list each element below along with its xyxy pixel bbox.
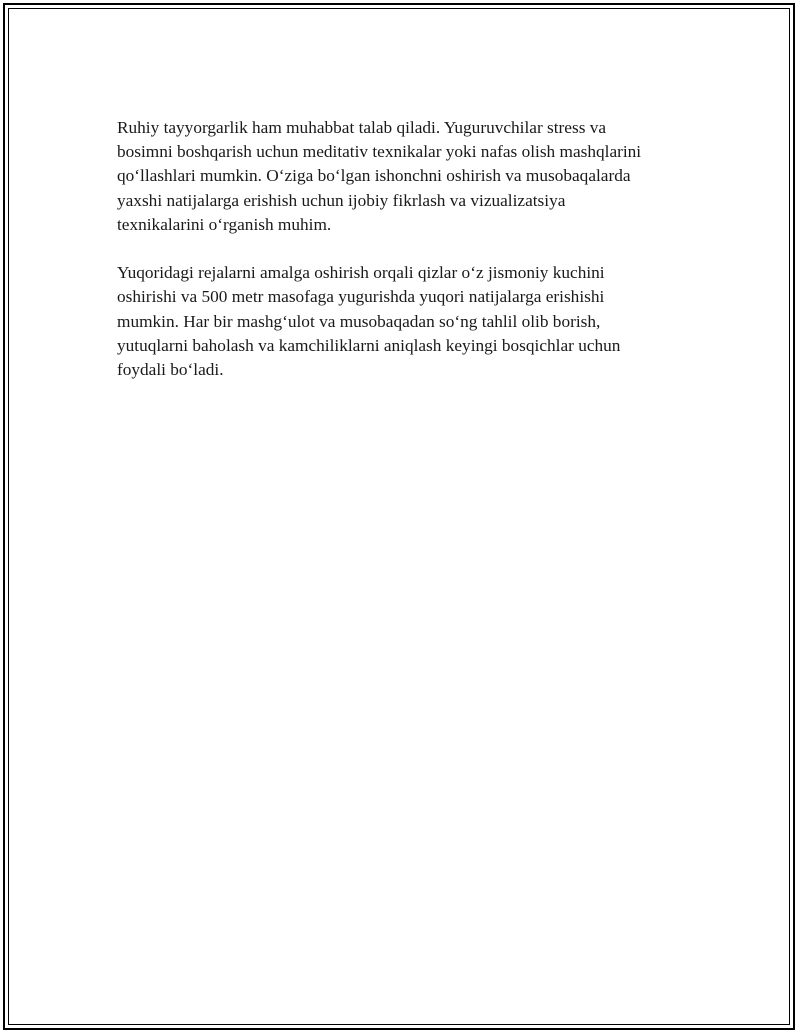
paragraph-mental-preparation: Ruhiy tayyorgarlik ham muhabbat talab qiladi. Yuguruvchilar stress va bosimni boshqarish uchun meditativ texnikalar yoki nafas olish mashqlarini qo‘llashlari mumkin. O‘ziga bo‘lgan ishonchni oshirish va musobaqalarda yaxshi natijalarga erishish uchun ijobiy fikrlash va vizualizatsiya texnikalarini o‘rganish muhim. [117,118,642,234]
document-body [117,116,692,406]
paragraph-conclusion: Yuqoridagi rejalarni amalga oshirish orqali qizlar o‘z jismoniy kuchini oshirishi va 500 metr masofaga yugurishda yuqori natijalarga erishishi mumkin. Har bir mashg‘ulot va musobaqadan so‘ng tahlil olib borish, yutuqlarni baholash va kamchiliklarni aniqlash keyingi bosqichlar uchun foydali bo‘ladi. [117,263,621,380]
